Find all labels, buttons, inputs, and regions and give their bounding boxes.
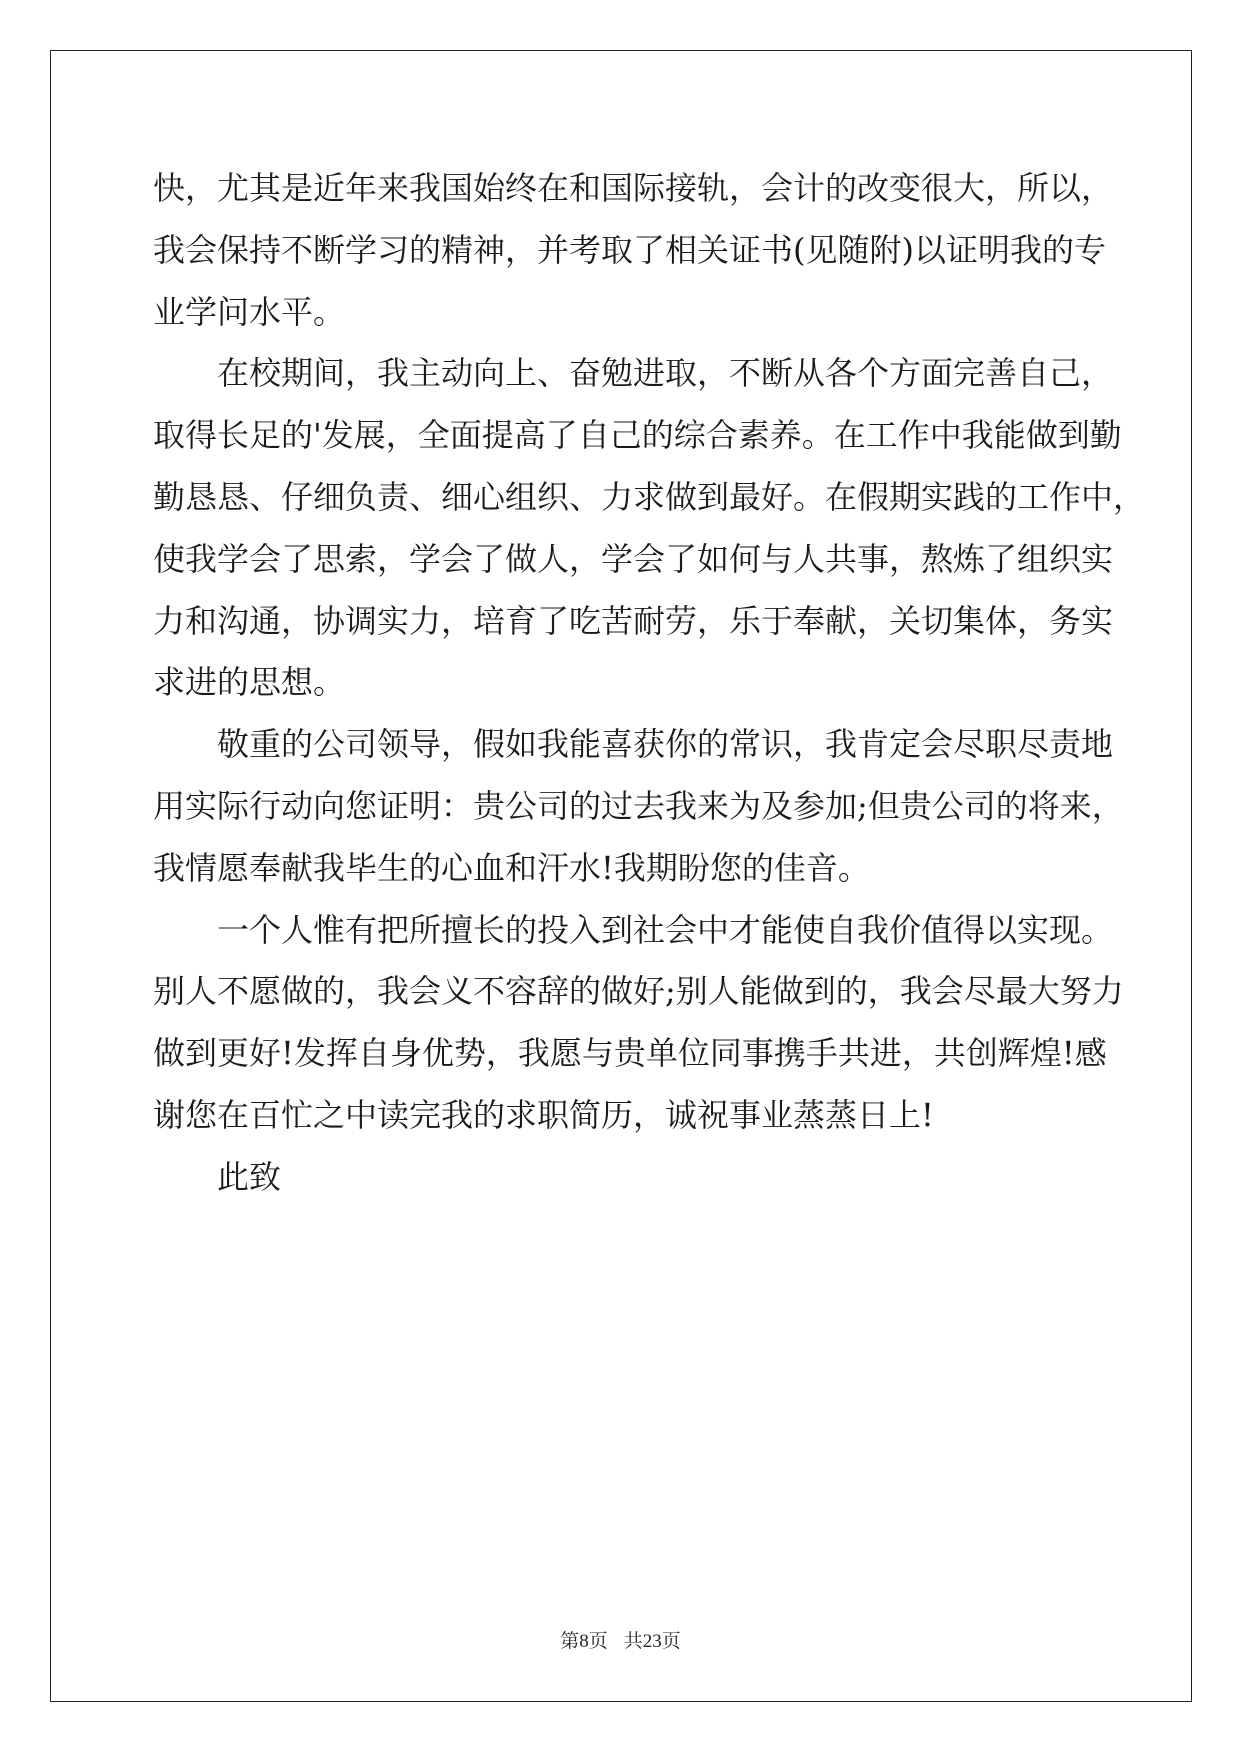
document-body <box>153 158 1146 1209</box>
text-line: 快，尤其是近年来我国始终在和国际接轨，会计的改变很大，所以， <box>153 169 1114 207</box>
paragraph-start-line: 在校期间，我主动向上、奋勉进取，不断从各个方面完善自己， <box>217 354 1114 393</box>
text-line: 勤恳恳、仔细负责、细心组织、力求做到最好。在假期实践的工作中， <box>153 477 1146 516</box>
paragraph-start-line: 敬重的公司领导，假如我能喜获你的常识，我肯定会尽职尽责地 <box>217 725 1114 764</box>
page-total: 共23页 <box>623 1631 681 1652</box>
text-line: 业学问水平。 <box>153 292 346 331</box>
text-line: 使我学会了思索，学会了做人，学会了如何与人共事，熬炼了组织实 <box>153 539 1114 578</box>
text-line: 我会保持不断学习的精神，并考取了相关证书(见随附)以证明我的专 <box>153 230 1106 269</box>
closing-salutation: 此致 <box>217 1157 282 1196</box>
text-line: 谢您在百忙之中读完我的求职简历，诚祝事业蒸蒸日上! <box>153 1095 934 1134</box>
text-line: 求进的思想。 <box>153 663 346 702</box>
page-footer <box>0 1626 1241 1653</box>
text-line: 力和沟通，协调实力，培育了吃苦耐劳，乐于奉献，关切集体，务实 <box>153 601 1114 640</box>
paragraph-start-line: 一个人惟有把所擅长的投入到社会中才能使自我价值得以实现。 <box>217 910 1114 949</box>
text-line: 做到更好!发挥自身优势，我愿与贵单位同事携手共进，共创辉煌!感 <box>153 1034 1107 1073</box>
text-line: 我情愿奉献我毕生的心血和汗水!我期盼您的佳音。 <box>153 848 870 887</box>
text-line: 取得长足的'发展，全面提高了自己的综合素养。在工作中我能做到勤 <box>153 416 1122 455</box>
text-line: 别人不愿做的，我会义不容辞的做好;别人能做到的，我会尽最大努力 <box>153 972 1124 1011</box>
text-line: 用实际行动向您证明：贵公司的过去我来为及参加;但贵公司的将来， <box>153 786 1124 825</box>
page-number: 第8页 <box>560 1631 608 1652</box>
